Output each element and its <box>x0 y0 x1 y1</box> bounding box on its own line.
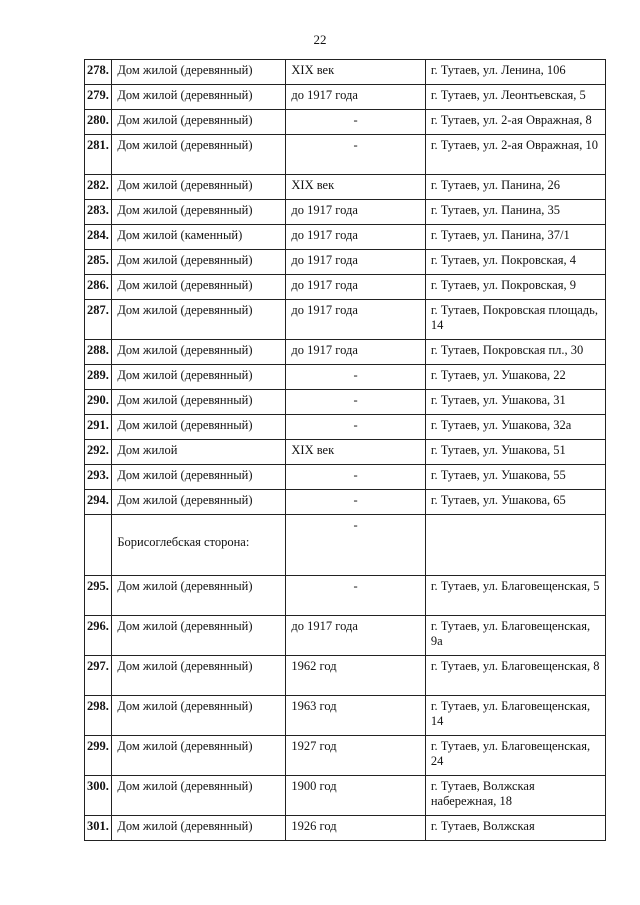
object-name: Дом жилой (деревянный) <box>112 490 286 515</box>
object-date: XIX век <box>286 60 425 85</box>
object-address: г. Тутаев, ул. 2-ая Овражная, 8 <box>425 110 605 135</box>
row-number: 282. <box>85 175 112 200</box>
object-date: до 1917 года <box>286 616 425 656</box>
table-row <box>85 365 606 390</box>
object-name: Дом жилой (деревянный) <box>112 816 286 841</box>
object-address: г. Тутаев, ул. Панина, 26 <box>425 175 605 200</box>
row-number: 292. <box>85 440 112 465</box>
object-name: Дом жилой (деревянный) <box>112 696 286 736</box>
row-number <box>85 515 112 576</box>
object-date: - <box>286 576 425 616</box>
object-address: г. Тутаев, Покровская площадь, 14 <box>425 300 605 340</box>
object-name: Дом жилой (деревянный) <box>112 85 286 110</box>
object-name: Дом жилой (деревянный) <box>112 616 286 656</box>
row-number: 284. <box>85 225 112 250</box>
object-date: 1926 год <box>286 816 425 841</box>
object-name: Дом жилой (деревянный) <box>112 175 286 200</box>
table-row <box>85 340 606 365</box>
row-number: 280. <box>85 110 112 135</box>
object-date: 1927 год <box>286 736 425 776</box>
object-address: г. Тутаев, ул. Панина, 35 <box>425 200 605 225</box>
row-number: 291. <box>85 415 112 440</box>
table-row <box>85 300 606 340</box>
object-address: г. Тутаев, ул. Благовещенская, 9а <box>425 616 605 656</box>
object-date: - <box>286 465 425 490</box>
object-name: Дом жилой (деревянный) <box>112 390 286 415</box>
object-date: до 1917 года <box>286 85 425 110</box>
object-name: Дом жилой (деревянный) <box>112 576 286 616</box>
object-date: - <box>286 365 425 390</box>
object-address: г. Тутаев, ул. Леонтьевская, 5 <box>425 85 605 110</box>
object-name: Дом жилой (деревянный) <box>112 250 286 275</box>
object-address: г. Тутаев, ул. Благовещенская, 5 <box>425 576 605 616</box>
object-address: г. Тутаев, ул. Ушакова, 65 <box>425 490 605 515</box>
row-number: 293. <box>85 465 112 490</box>
object-date: XIX век <box>286 440 425 465</box>
row-number: 283. <box>85 200 112 225</box>
row-number: 290. <box>85 390 112 415</box>
row-number: 294. <box>85 490 112 515</box>
object-address <box>425 515 605 576</box>
object-name: Дом жилой (деревянный) <box>112 135 286 175</box>
table-row <box>85 175 606 200</box>
object-address: г. Тутаев, ул. 2-ая Овражная, 10 <box>425 135 605 175</box>
object-date: - <box>286 490 425 515</box>
object-address: г. Тутаев, ул. Ленина, 106 <box>425 60 605 85</box>
object-name: Дом жилой (деревянный) <box>112 656 286 696</box>
object-name: Дом жилой (деревянный) <box>112 60 286 85</box>
object-address: г. Тутаев, Волжская набережная, 18 <box>425 776 605 816</box>
table-row <box>85 250 606 275</box>
object-date: - <box>286 515 425 576</box>
object-address: г. Тутаев, ул. Ушакова, 32а <box>425 415 605 440</box>
object-address: г. Тутаев, ул. Благовещенская, 14 <box>425 696 605 736</box>
table-row <box>85 576 606 616</box>
object-name: Дом жилой (деревянный) <box>112 736 286 776</box>
table-row <box>85 465 606 490</box>
heritage-table <box>84 59 606 841</box>
object-name: Дом жилой (деревянный) <box>112 365 286 390</box>
object-name: Борисоглебская сторона: <box>112 515 286 576</box>
object-date: 1962 год <box>286 656 425 696</box>
table-row <box>85 736 606 776</box>
table-row <box>85 656 606 696</box>
table-row <box>85 776 606 816</box>
row-number: 298. <box>85 696 112 736</box>
table-row <box>85 225 606 250</box>
row-number: 288. <box>85 340 112 365</box>
row-number: 278. <box>85 60 112 85</box>
object-date: до 1917 года <box>286 225 425 250</box>
object-address: г. Тутаев, ул. Покровская, 4 <box>425 250 605 275</box>
object-date: до 1917 года <box>286 250 425 275</box>
object-name: Дом жилой (деревянный) <box>112 415 286 440</box>
object-date: 1963 год <box>286 696 425 736</box>
table-row <box>85 135 606 175</box>
row-number: 301. <box>85 816 112 841</box>
object-name: Дом жилой (каменный) <box>112 225 286 250</box>
object-address: г. Тутаев, ул. Ушакова, 55 <box>425 465 605 490</box>
row-number: 289. <box>85 365 112 390</box>
table-row <box>85 696 606 736</box>
object-name: Дом жилой (деревянный) <box>112 776 286 816</box>
object-name: Дом жилой (деревянный) <box>112 340 286 365</box>
row-number: 281. <box>85 135 112 175</box>
row-number: 300. <box>85 776 112 816</box>
object-date: до 1917 года <box>286 340 425 365</box>
object-address: г. Тутаев, ул. Панина, 37/1 <box>425 225 605 250</box>
object-date: - <box>286 390 425 415</box>
table-row <box>85 515 606 576</box>
table-row <box>85 816 606 841</box>
row-number: 295. <box>85 576 112 616</box>
table-row <box>85 415 606 440</box>
object-address: г. Тутаев, ул. Благовещенская, 8 <box>425 656 605 696</box>
object-address: г. Тутаев, ул. Ушакова, 22 <box>425 365 605 390</box>
object-address: г. Тутаев, ул. Ушакова, 51 <box>425 440 605 465</box>
page-number: 22 <box>313 32 327 47</box>
table-row <box>85 60 606 85</box>
table-row <box>85 390 606 415</box>
table-row <box>85 440 606 465</box>
table-row <box>85 200 606 225</box>
object-address: г. Тутаев, ул. Покровская, 9 <box>425 275 605 300</box>
object-name: Дом жилой (деревянный) <box>112 200 286 225</box>
object-date: до 1917 года <box>286 200 425 225</box>
object-date: 1900 год <box>286 776 425 816</box>
table-row <box>85 616 606 656</box>
object-address: г. Тутаев, ул. Благовещенская, 24 <box>425 736 605 776</box>
object-date: - <box>286 135 425 175</box>
object-name: Дом жилой (деревянный) <box>112 465 286 490</box>
row-number: 279. <box>85 85 112 110</box>
object-name: Дом жилой (деревянный) <box>112 300 286 340</box>
object-date: - <box>286 110 425 135</box>
object-name: Дом жилой (деревянный) <box>112 275 286 300</box>
object-name: Дом жилой (деревянный) <box>112 110 286 135</box>
object-date: до 1917 года <box>286 300 425 340</box>
row-number: 296. <box>85 616 112 656</box>
row-number: 299. <box>85 736 112 776</box>
object-name: Дом жилой <box>112 440 286 465</box>
object-date: - <box>286 415 425 440</box>
object-address: г. Тутаев, Волжская <box>425 816 605 841</box>
object-address: г. Тутаев, Покровская пл., 30 <box>425 340 605 365</box>
table-row <box>85 110 606 135</box>
row-number: 287. <box>85 300 112 340</box>
object-date: до 1917 года <box>286 275 425 300</box>
table-row <box>85 85 606 110</box>
row-number: 286. <box>85 275 112 300</box>
table-row <box>85 275 606 300</box>
object-date: XIX век <box>286 175 425 200</box>
row-number: 285. <box>85 250 112 275</box>
row-number: 297. <box>85 656 112 696</box>
object-address: г. Тутаев, ул. Ушакова, 31 <box>425 390 605 415</box>
table-row <box>85 490 606 515</box>
